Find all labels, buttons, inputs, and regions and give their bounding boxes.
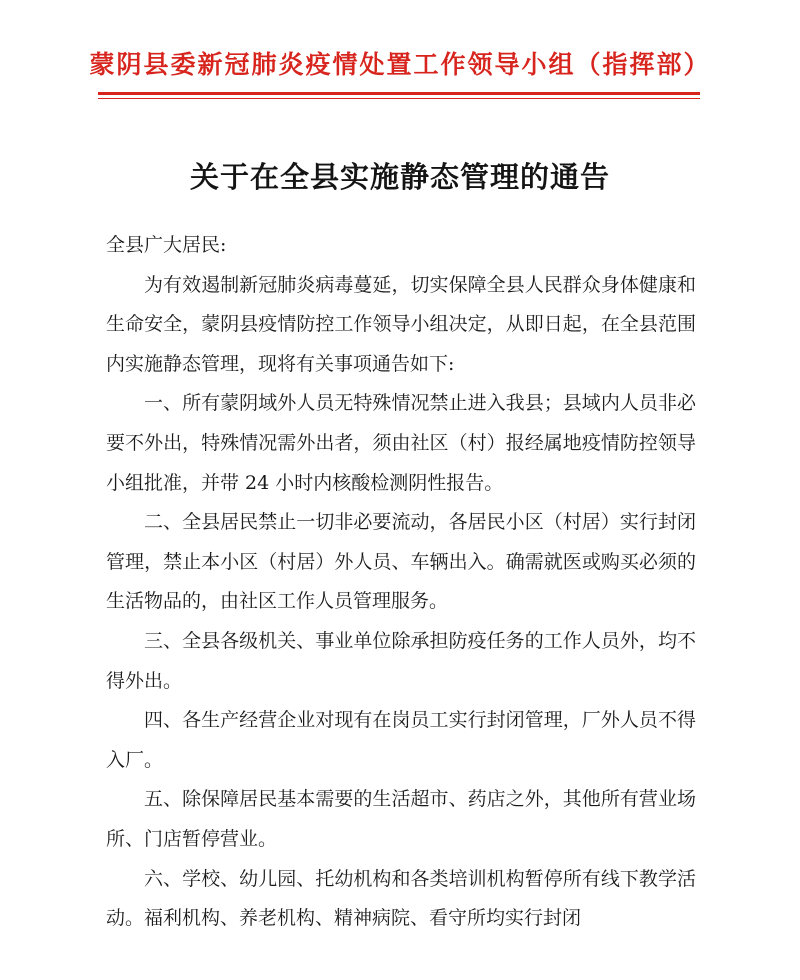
paragraph-item-1: 一、所有蒙阴域外人员无特殊情况禁止进入我县；县域内人员非必要不外出，特殊情况需外出者，须由社区（村）报经属地疫情防控领导小组批准，并带 24 小时内核酸检测阴性报告。	[106, 392, 696, 494]
paragraph-item-2: 二、全县居民禁止一切非必要流动，各居民小区（村居）实行封闭管理，禁止本小区（村居）外人员、车辆出入。确需就医或购买必须的生活物品的，由社区工作人员管理服务。	[106, 511, 696, 613]
header-rule-thick	[98, 92, 700, 95]
paragraph-item-6: 六、学校、幼儿园、托幼机构和各类培训机构暂停所有线下教学活动。福利机构、养老机构、精神病院、看守所均实行封闭	[106, 867, 696, 930]
notice-body	[106, 226, 696, 939]
paragraph-item-5: 五、除保障居民基本需要的生活超市、药店之外，其他所有营业场所、门店暂停营业。	[106, 788, 696, 850]
paragraph-item-3: 三、全县各级机关、事业单位除承担防疫任务的工作人员外，均不得外出。	[106, 629, 696, 692]
paragraph-intro: 为有效遏制新冠肺炎病毒蔓延，切实保障全县人民群众身体健康和生命安全，蒙阴县疫情防控工作领导小组决定，从即日起，在全县范围内实施静态管理，现将有关事项通告如下:	[106, 273, 696, 375]
notice-title: 关于在全县实施静态管理的通告	[189, 160, 610, 194]
issuing-organization: 蒙阴县委新冠肺炎疫情处置工作领导小组（指挥部）	[89, 50, 711, 79]
document-header	[0, 48, 800, 82]
header-rule-thin	[98, 98, 700, 99]
salutation: 全县广大居民:	[106, 234, 227, 256]
paragraph-item-4: 四、各生产经营企业对现有在岗员工实行封闭管理，厂外人员不得入厂。	[106, 709, 696, 771]
